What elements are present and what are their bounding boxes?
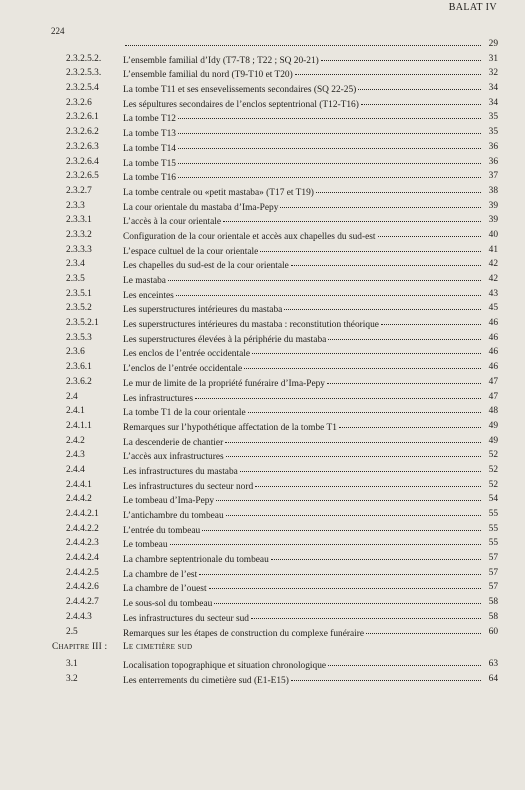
toc-title: Remarques sur les étapes de construction du complexe funéraire xyxy=(123,628,365,639)
leader-dots xyxy=(176,285,481,296)
toc-page: 42 xyxy=(488,259,498,270)
toc-page: 60 xyxy=(488,626,498,637)
leader-dots xyxy=(252,343,481,354)
toc-title: La tombe T13 xyxy=(123,129,176,140)
toc-number: 2.3.2.5.4 xyxy=(66,83,99,94)
leader-dots xyxy=(225,432,481,443)
leader-dots xyxy=(168,270,481,281)
leader-dots xyxy=(178,153,481,164)
toc-page: 41 xyxy=(488,244,498,255)
toc-page: 52 xyxy=(488,464,498,475)
leader-dots xyxy=(321,50,481,61)
toc-title: L’antichambre du tombeau xyxy=(123,511,224,521)
leader-dots xyxy=(381,314,481,325)
leader-dots xyxy=(327,373,481,384)
page-number: 224 xyxy=(51,26,65,36)
leader-dots xyxy=(328,329,481,340)
toc-title: Les infrastructures du secteur sud xyxy=(123,613,249,624)
toc-title: Configuration de la cour orientale et accès aux chapelles du sud-est xyxy=(123,231,376,242)
leader-dots xyxy=(214,593,481,604)
toc-title: Les enterrements du cimetière sud (E1-E15) xyxy=(123,675,289,686)
toc-page: 29 xyxy=(488,39,498,49)
toc-title: Les infrastructures xyxy=(123,393,194,404)
toc-title: Les superstructures élevées à la périphérie du mastaba xyxy=(123,334,327,345)
toc-title: Les superstructures intérieures du mastaba : reconstitution théorique xyxy=(123,320,379,331)
toc-number: 2.3.2.6 xyxy=(66,97,92,108)
toc-page: 52 xyxy=(488,479,498,490)
toc-page: 57 xyxy=(488,553,498,564)
toc-page: 47 xyxy=(488,391,498,402)
leader-dots xyxy=(244,358,481,369)
toc-number: 2.3.5.2.1 xyxy=(66,318,99,329)
toc-number: 2.3.6.1 xyxy=(66,362,92,373)
leader-dots xyxy=(366,623,481,634)
toc-number: 2.4.2 xyxy=(66,435,85,446)
toc-title: Le tombeau d’Ima-Pepy xyxy=(123,496,215,507)
toc-number: 2.4.1.1 xyxy=(66,420,92,431)
toc-page: 36 xyxy=(488,141,498,152)
toc-list xyxy=(0,52,525,640)
toc-number: 2.4.3 xyxy=(66,450,85,461)
toc-number: 2.3.5.3 xyxy=(66,332,92,343)
toc-page: 47 xyxy=(488,376,498,387)
leader-dots xyxy=(209,578,481,589)
toc-page: 55 xyxy=(488,509,498,519)
toc-number: 2.3.3.2 xyxy=(66,229,92,240)
toc-number: 2.3.5.1 xyxy=(66,288,92,299)
leader-dots xyxy=(178,123,481,134)
leader-dots xyxy=(223,211,481,222)
toc-number: 2.4.4.2.5 xyxy=(66,567,99,578)
toc-title: Localisation topographique et situation chronologique xyxy=(123,661,327,671)
toc-number: 2.3.3.1 xyxy=(66,215,92,226)
toc-entry xyxy=(0,625,525,640)
toc-page: 49 xyxy=(488,420,498,431)
leader-dots xyxy=(178,167,481,178)
toc-title: L’accès aux infrastructures xyxy=(123,452,224,463)
leader-dots xyxy=(251,608,481,619)
toc-number: 2.3.2.5.2. xyxy=(66,53,102,64)
leader-dots xyxy=(240,461,481,472)
toc-title: Les infrastructures du secteur nord xyxy=(123,481,254,492)
toc-page: 36 xyxy=(488,156,498,167)
leader-dots xyxy=(378,226,481,237)
toc-number: 2.4.4.2.2 xyxy=(66,523,99,534)
toc-page: 64 xyxy=(488,673,498,684)
toc-page: 32 xyxy=(488,68,498,79)
toc-title: La chambre de l’est xyxy=(123,569,198,580)
toc-page: 31 xyxy=(488,53,498,64)
leader-dots xyxy=(361,94,481,105)
toc-number: 2.3.5 xyxy=(66,274,85,284)
toc-title: La cour orientale du mastaba d’Ima-Pepy xyxy=(123,202,279,213)
toc-number: 2.3.6 xyxy=(66,347,85,358)
toc-title: Les enclos de l’entrée occidentale xyxy=(123,349,251,360)
toc-page: 57 xyxy=(488,567,498,578)
toc-page: 57 xyxy=(488,582,498,593)
toc-title: La tombe T16 xyxy=(123,173,176,184)
leader-dots xyxy=(125,35,481,46)
toc-page: 39 xyxy=(488,200,498,211)
toc-title: L’entrée du tombeau xyxy=(123,525,201,536)
leader-dots xyxy=(226,505,481,516)
leader-dots xyxy=(291,670,481,681)
leader-dots xyxy=(178,108,481,119)
toc-title: L’ensemble familial d’Idy (T7-T8 ; T22 ; SQ 20-21) xyxy=(123,55,319,66)
toc-number: 2.3.2.5.3. xyxy=(66,68,102,79)
toc-page: 46 xyxy=(488,318,498,329)
toc-page: 42 xyxy=(488,274,498,284)
toc-number: 2.4.4 xyxy=(66,464,85,475)
toc-page: 63 xyxy=(488,659,498,669)
toc-page: 34 xyxy=(488,83,498,94)
leader-dots xyxy=(195,388,481,399)
toc-page: 49 xyxy=(488,435,498,446)
leader-dots xyxy=(199,564,481,575)
toc-title: Le mur de limite de la propriété funéraire d’Ima-Pepy xyxy=(123,378,325,389)
leader-dots xyxy=(255,476,481,487)
toc-number: 2.3.2.6.5 xyxy=(66,171,99,182)
toc-number: 3.2 xyxy=(66,673,78,684)
toc-title: Les chapelles du sud-est de la cour orientale xyxy=(123,261,289,272)
leader-dots xyxy=(216,490,481,501)
chapter-label: Chapitre III : xyxy=(52,642,108,652)
toc-number: 2.4.4.2.1 xyxy=(66,509,99,519)
toc-page: 52 xyxy=(488,450,498,461)
leader-dots xyxy=(260,241,481,252)
toc-title: Le tombeau xyxy=(123,540,168,551)
toc-page: 46 xyxy=(488,347,498,358)
toc-number: 2.3.2.6.2 xyxy=(66,127,99,138)
toc-page: 40 xyxy=(488,229,498,240)
leader-dots xyxy=(328,655,481,666)
toc-page: 58 xyxy=(488,597,498,608)
toc-title: L’espace cultuel de la cour orientale xyxy=(123,246,259,257)
toc-number: 2.4.4.2.7 xyxy=(66,597,99,608)
leader-dots xyxy=(280,197,481,208)
toc-title: L’accès à la cour orientale xyxy=(123,217,222,228)
toc-page: 54 xyxy=(488,494,498,505)
toc-title: Le mastaba xyxy=(123,276,166,286)
toc-page: 38 xyxy=(488,185,498,196)
toc-number: 2.3.5.2 xyxy=(66,303,92,314)
toc-page: 39 xyxy=(488,215,498,226)
toc-title: La tombe T15 xyxy=(123,158,176,169)
toc-number: 2.4 xyxy=(66,391,78,402)
toc-number: 2.3.4 xyxy=(66,259,85,270)
toc-number: 2.4.4.3 xyxy=(66,611,92,622)
toc-page: 35 xyxy=(488,127,498,138)
toc-page: 46 xyxy=(488,362,498,373)
chapter-toc-list xyxy=(0,657,525,686)
toc-number: 2.3.2.6.3 xyxy=(66,141,99,152)
toc-title: Les infrastructures du mastaba xyxy=(123,466,238,477)
leader-dots xyxy=(271,549,481,560)
toc-title: La tombe centrale ou «petit mastaba» (T17 et T19) xyxy=(123,187,314,198)
toc-title: La tombe T12 xyxy=(123,114,176,125)
chapter-title: Le cimetière sud xyxy=(123,642,193,652)
toc-page: 37 xyxy=(488,171,498,182)
toc-number: 2.3.2.6.1 xyxy=(66,112,99,123)
toc-page: 55 xyxy=(488,523,498,534)
toc-page: 43 xyxy=(488,288,498,299)
leader-dots xyxy=(248,402,481,413)
toc-page: 34 xyxy=(488,97,498,108)
table-of-contents xyxy=(0,37,525,639)
leader-dots xyxy=(226,446,481,457)
leader-dots xyxy=(339,417,481,428)
toc-number: 3.1 xyxy=(66,659,78,669)
toc-page: 55 xyxy=(488,538,498,549)
toc-title: La chambre septentrionale du tombeau xyxy=(123,555,269,566)
leader-dots xyxy=(284,299,481,310)
toc-title: La descenderie de chantier xyxy=(123,437,224,448)
toc-title: L’enclos de l’entrée occidentale xyxy=(123,364,243,375)
toc-title: Le sous-sol du tombeau xyxy=(123,599,213,610)
leader-dots xyxy=(202,520,481,531)
leader-dots xyxy=(358,79,481,90)
leader-dots xyxy=(291,255,481,266)
toc-number: 2.5 xyxy=(66,626,78,637)
toc-page: 45 xyxy=(488,303,498,314)
toc-title: Les sépultures secondaires de l’enclos septentrional (T12-T16) xyxy=(123,99,359,110)
toc-title: La chambre de l’ouest xyxy=(123,584,207,595)
toc-page: 58 xyxy=(488,611,498,622)
leader-dots xyxy=(316,182,481,193)
toc-title: Les enceintes xyxy=(123,290,174,301)
leader-dots xyxy=(178,138,481,149)
leader-dots xyxy=(295,64,481,75)
toc-title: La tombe T1 de la cour orientale xyxy=(123,408,246,419)
toc-number: 2.3.6.2 xyxy=(66,376,92,387)
toc-title: Les superstructures intérieures du mastaba xyxy=(123,305,283,316)
toc-page: 35 xyxy=(488,112,498,123)
toc-number: 2.3.3 xyxy=(66,200,85,211)
toc-title: La tombe T14 xyxy=(123,143,176,154)
toc-number: 2.3.3.3 xyxy=(66,244,92,255)
toc-number: 2.4.4.2.6 xyxy=(66,582,99,593)
toc-title: La tombe T11 et ses ensevelissements secondaires (SQ 22-25) xyxy=(123,85,357,96)
toc-number: 2.4.4.2.3 xyxy=(66,538,99,549)
toc-number: 2.4.4.1 xyxy=(66,479,92,490)
toc-title: Remarques sur l’hypothétique affectation de la tombe T1 xyxy=(123,422,337,433)
toc-page: 48 xyxy=(488,406,498,417)
toc-entry xyxy=(0,672,525,687)
toc-number: 2.3.2.7 xyxy=(66,185,92,196)
toc-number: 2.3.2.6.4 xyxy=(66,156,99,167)
toc-number: 2.4.4.2.4 xyxy=(66,553,99,564)
toc-title: L’ensemble familial du nord (T9-T10 et T20) xyxy=(123,70,293,81)
running-head: BALAT IV xyxy=(448,2,497,13)
toc-page: 46 xyxy=(488,332,498,343)
toc-number: 2.4.4.2 xyxy=(66,494,92,505)
leader-dots xyxy=(170,534,481,545)
toc-number: 2.4.1 xyxy=(66,406,85,417)
